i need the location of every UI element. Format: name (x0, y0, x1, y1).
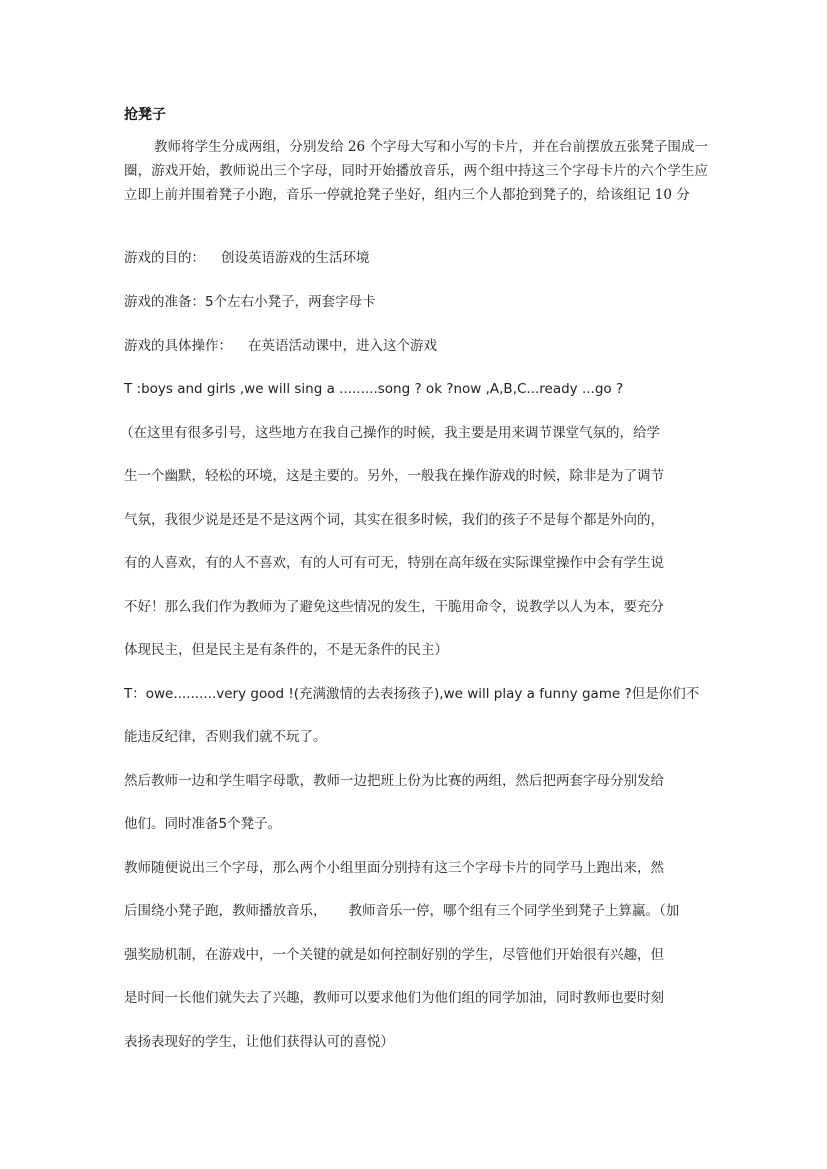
paragraph-line: 是时间一长他们就失去了兴趣，教师可以要求他们为他们组的同学加油，同时教师也要时刻 (124, 990, 664, 1006)
paragraph-line: 教师随便说出三个字母，那么两个小组里面分别持有这三个字母卡片的同学马上跑出来，然 (124, 860, 664, 876)
paragraph-segment: 教师音乐一停，哪个组有三个同学坐到凳子上算赢。（加 (348, 903, 680, 919)
document-title: 抢凳子 (124, 107, 166, 123)
operation-label: 游戏的具体操作： (124, 338, 232, 354)
game-preparation: 游戏的准备：5个左右小凳子，两套字母卡 (124, 294, 376, 310)
note-line: 生一个幽默，轻松的环境，这是主要的。另外，一般我在操作游戏的时候，除非是为了调节 (124, 468, 664, 484)
paragraph-line (124, 901, 708, 921)
dialogue-line-1: T :boys and girls ,we will sing a .........song ? ok ?now ,A,B,C...ready ...go ? (124, 381, 624, 397)
paragraph-line: 强奖励机制，在游戏中，一个关键的就是如何控制好别的学生，尽管他们开始很有兴趣，但 (124, 947, 664, 963)
dialogue-line-2: T：owe..........very good !(充满激情的去表扬孩子),we will play a funny game ?但是你们不 (124, 686, 700, 702)
game-operation (124, 336, 708, 356)
note-line: （在这里有很多引号，这些地方在我自己操作的时候，我主要是用来调节课堂气氛的，给学 (120, 425, 660, 441)
paragraph-line: 表扬表现好的学生，让他们获得认可的喜悦） (124, 1034, 394, 1050)
paragraph-line: 然后教师一边和学生唱字母歌，教师一边把班上份为比赛的两组，然后把两套字母分别发给 (124, 773, 664, 789)
note-line: 体现民主，但是民主是有条件的，不是无条件的民主） (124, 642, 448, 658)
paragraph-line: 他们。同时准备5个凳子。 (124, 816, 282, 832)
purpose-label: 游戏的目的： (124, 250, 205, 266)
intro-paragraph: 教师将学生分成两组，分别发给 26 个字母大写和小写的卡片，并在台前摆放五张凳子围成一圈，游戏开始，教师说出三个字母，同时开始播放音乐，两个组中持这三个字母卡片的六个学生应立即上前并围着凳子小跑，音乐一停就抢凳子坐好，组内三个人都抢到凳子的，给该组记 10 分 (124, 139, 708, 203)
dialogue-line-2-cont: 能违反纪律，否则我们就不玩了。 (124, 729, 327, 745)
purpose-value: 创设英语游戏的生活环境 (221, 250, 370, 266)
note-line: 不好！那么我们作为教师为了避免这些情况的发生，干脆用命令，说教学以人为本，要充分 (124, 599, 664, 615)
note-line: 气氛，我很少说是还是不是这两个词，其实在很多时候，我们的孩子不是每个都是外向的， (124, 512, 664, 528)
note-line: 有的人喜欢，有的人不喜欢，有的人可有可无，特别在高年级在实际课堂操作中会有学生说 (124, 555, 664, 571)
operation-value: 在英语活动课中，进入这个游戏 (248, 338, 437, 354)
game-purpose (124, 248, 708, 268)
paragraph-segment: 后围绕小凳子跑，教师播放音乐， (124, 903, 327, 919)
